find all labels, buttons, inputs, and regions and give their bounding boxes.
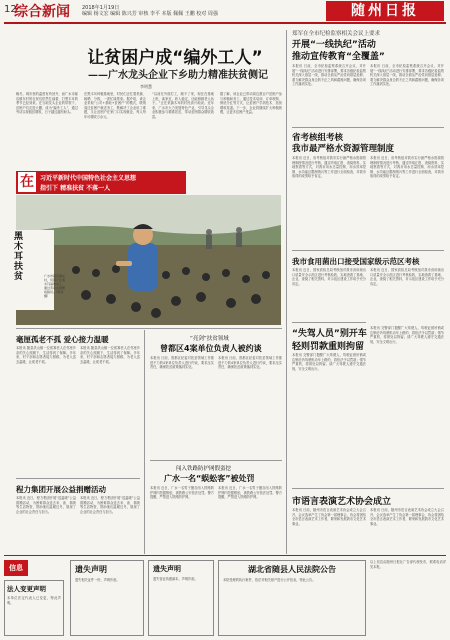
- middle-story1-body-b: 本报讯 随县洪山镇一位孤寡老人在邻里乡亲的关心照顾下，生活得到了保障。多年来，村干部和志愿者接力照顾，为老人送去温暖，让孤老不孤。: [80, 346, 140, 364]
- middle-story4-kicker: 闯入铁路防护网假蛮挖: [176, 466, 232, 472]
- divider: [292, 488, 444, 489]
- middle-story2-body-a: 本报讯 近日，程力集团开展“送温暖”公益捐赠活动，为困难群众送去米、油、棉被等生活物资，帮助他们温暖过冬，展现了企业的社会责任与担当。: [16, 496, 76, 514]
- middle-story3-kicker: “亮剑”扶贫领域: [190, 336, 229, 342]
- middle-story2-title: 程力集团开展公益捐赠活动: [16, 485, 106, 494]
- divider: [292, 127, 444, 128]
- notice3-box: [148, 560, 214, 636]
- lead-body-col3: “以前在外面打工，顾不了家，现在在基地上班，离家近，收入稳定，还能照顾老人孩子。”正在采摘木耳的村民高兴地说。近年来，广水市大力发展特色产业，引导龙头企业积极参与精准扶贫，带动贫困群众增收致富。: [152, 92, 214, 119]
- court-notice-box: [218, 560, 366, 636]
- divider: [292, 322, 366, 323]
- story3-body-a: 本报讯 近日，国家质检总局考核组对我市食用菌出口质量安全示范区进行考核验收，实地查看了基地、企业，查阅了相关资料，对示范区建设工作给予充分肯定。: [292, 268, 366, 286]
- ads-right-text: 以上信息由随州日报社广告部代理发布，联系电话详见本报。: [370, 560, 446, 569]
- story5-body-b: 本报讯 日前，随州市语言表演艺术协会成立大会召开，会议选举产生了协会第一届理事会，协会将团结全市语言表演艺术工作者，繁荣和发展我市文化艺术事业。: [370, 508, 444, 526]
- banner-line1: 习近平新时代中国特色社会主义思想: [40, 175, 137, 182]
- story1-body-b: 本报讯 日前，全市纪检监察系统召开会议，对开展“一线执纪”活动进行安排部署，要求各级纪检监察机关深入基层一线，推动全面从严治党向基层延伸，着力解决群众身边的不正之风和腐败问题，确保各项工作落到实处。: [370, 64, 444, 87]
- lead-photo: [16, 195, 281, 325]
- story1-body-a: 本报讯 日前，全市纪检监察系统召开会议，对开展“一线执纪”活动进行安排部署，要求各级纪检监察机关深入基层一线，推动全面从严治党向基层延伸，着力解决群众身边的不正之风和腐败问题，确保各项工作落到实处。: [292, 64, 366, 87]
- divider: [150, 460, 282, 461]
- banner-line2: 指引下 精准扶贫 不落一人: [40, 185, 111, 192]
- lead-body-col1: 晚冬，城市里的温度有所回升，而广水市郝店镇东村的农民们依然忙碌着，打黑木耳的季节已经到来。在当地龙头企业的带领下，贫困户们走进大棚，成为“编外工人”，通过劳动实现脱贫增收，日子越过越有盼头。: [16, 92, 78, 115]
- middle-story3-body-b: 本报讯 日前，曾都区纪委对扶贫领域工作推进不力的4家单位负责人进行约谈，要求压实责任，确保扶贫政策落到实处。: [218, 356, 282, 370]
- ads-top-rule: [4, 555, 446, 556]
- masthead-meta: [82, 5, 242, 17]
- notice1-title: 法人变更声明: [7, 585, 46, 593]
- middle-story4-body-a: 本报讯 近日，广水一名男子擅自闯入铁路防护网内挖掘蜈蚣，被铁路公安依法处罚。警方提醒，严禁进入铁路防护网。: [150, 486, 214, 500]
- column-divider: [286, 30, 287, 554]
- page-number: 12: [4, 4, 17, 15]
- photo-caption-text: 广水市郝店镇东村，贫困户在黑木耳基地务工，通过劳动实现增收脱贫。（陈涛 摄）: [44, 274, 66, 298]
- story1-subtitle: 推动宣传教育“全覆盖”: [292, 52, 385, 62]
- story3-title: 我市食用菌出口接受国家级示范区考核: [292, 257, 420, 266]
- story4-subtitle: 轻则罚款重则拘留: [292, 342, 365, 352]
- farm-photo-illustration: [16, 195, 281, 325]
- story5-body-a: 本报讯 日前，随州市语言表演艺术协会成立大会召开，会议选举产生了协会第一届理事会，协会将团结全市语言表演艺术工作者，繁荣和发展我市文化艺术事业。: [292, 508, 366, 526]
- notice2-text: 遗失相关证件一份，声明作废。: [75, 578, 120, 582]
- story2-subtitle: 我市最严格水资源管理制度: [292, 144, 395, 154]
- header-rule: [4, 22, 446, 24]
- divider: [16, 478, 140, 479]
- lead-subtitle: ——广水龙头企业下乡助力精准扶贫侧记: [88, 70, 268, 81]
- story3-body-b: 本报讯 近日，国家质检总局考核组对我市食用菌出口质量安全示范区进行考核验收，实地查看了基地、企业，查阅了相关资料，对示范区建设工作给予充分肯定。: [370, 268, 444, 286]
- divider: [16, 328, 282, 329]
- lead-body-col2: 在黑木耳种植基地里，村民们正忙着采摘、晾晒、分拣，一派忙碌景象。据介绍，该企业采取“公司+基地+贫困户”的模式，吸纳周边贫困户就近务工，既解决了企业用工难题，又让贫困户在家门口实现就业，每人每年可增收万余元。: [84, 92, 146, 119]
- info-label: 信息: [9, 564, 23, 572]
- middle-story4-title: 广水一名“蜈蚣客”被处罚: [164, 474, 255, 483]
- notice2-box: [70, 560, 144, 636]
- court-notice-text: 本院受理的执行案件，依法对相关财产进行公开拍卖，特此公告。: [223, 578, 316, 582]
- divider: [292, 250, 444, 251]
- story2-body-a: 本报讯 近日，省考核组对我市实行最严格水资源管理制度情况进行考核，通过听取汇报、查阅资料、实地察看等方式，对我市用水总量控制、用水效率控制、水功能区限制纳污等工作进行全面检查，对我市取得的成绩给予肯定。: [292, 156, 366, 179]
- lead-headline: 让贫困户成“编外工人”: [87, 48, 263, 68]
- newspaper-logo: 随州日报: [326, 1, 444, 21]
- middle-story3-body-a: 本报讯 日前，曾都区纪委对扶贫领域工作推进不力的4家单位负责人进行约谈，要求压实责任，确保扶贫政策落到实处。: [150, 356, 214, 370]
- notice1-box: [4, 580, 64, 636]
- lead-byline: 李明慧: [140, 84, 152, 89]
- editor-line: 编辑 杨文宏 编辑 陈兴芳 审核 李平 本版 佩佩 王鹏 校对 周强: [82, 11, 218, 17]
- banner-emblem: 在: [20, 174, 34, 190]
- campaign-banner: [16, 171, 186, 194]
- date-line: 2018年1月19日: [82, 5, 120, 11]
- photo-caption-title: 黑木耳扶贫: [14, 232, 24, 282]
- court-notice-title: 湖北省随县人民法院公告: [248, 565, 336, 574]
- column-divider: [144, 330, 145, 554]
- notice3-text: 遗失营业执照副本，声明作废。: [153, 577, 198, 581]
- middle-story1-body-a: 本报讯 随县洪山镇一位孤寡老人在邻里乡亲的关心照顾下，生活得到了保障。多年来，村干部和志愿者接力照顾，为老人送去温暖，让孤老不孤。: [16, 346, 76, 364]
- story4-body-a: 本报讯 交警部门提醒广大驾驶人，驾驶证被吊销或注销后仍驾驶机动车上路的，将依法予以罚款；情节严重的，将被处以拘留。请广大驾驶人遵守交通法规，安全文明出行。: [292, 353, 366, 371]
- middle-story4-body-b: 本报讯 近日，广水一名男子擅自闯入铁路防护网内挖掘蜈蚣，被铁路公安依法处罚。警方提醒，严禁进入铁路防护网。: [218, 486, 282, 500]
- notice3-title: 遗失声明: [153, 565, 181, 573]
- info-badge: [4, 560, 28, 576]
- lead-body-col4: 据了解，该企业已带动周边数百户贫困户参与种植和务工，通过技术培训、订单收购、保底分红等方式，让贫困户学到技术、拓宽增收渠道。下一步，企业将继续扩大种植规模，让更多贫困户受益。: [220, 92, 282, 115]
- notice1-text: 本单位法定代表人已变更，特此声明。: [7, 596, 61, 605]
- middle-story1-title: 毫厘孤老不孤 爱心接力温暖: [16, 335, 109, 344]
- story1-title: 开展“一线执纪”活动: [292, 40, 376, 50]
- section-title: 综合新闻: [14, 4, 70, 20]
- story2-body-b: 本报讯 近日，省考核组对我市实行最严格水资源管理制度情况进行考核，通过听取汇报、查阅资料、实地察看等方式，对我市用水总量控制、用水效率控制、水功能区限制纳污等工作进行全面检查，对我市取得的成绩给予肯定。: [370, 156, 444, 179]
- right-kicker: 郑军在全市纪检监察相关会议上要求: [292, 31, 381, 37]
- story4-body-b: 本报讯 交警部门提醒广大驾驶人，驾驶证被吊销或注销后仍驾驶机动车上路的，将依法予以罚款；情节严重的，将被处以拘留。请广大驾驶人遵守交通法规，安全文明出行。: [370, 326, 444, 344]
- story2-title: 省考核组考核: [292, 133, 344, 143]
- middle-story3-title: 曾都区4案单位负责人被约谈: [160, 344, 262, 353]
- story4-title: “失驾人员”别开车: [292, 329, 367, 339]
- story5-title: 市语言表演艺术协会成立: [292, 497, 392, 507]
- middle-story2-body-b: 本报讯 近日，程力集团开展“送温暖”公益捐赠活动，为困难群众送去米、油、棉被等生活物资，帮助他们温暖过冬，展现了企业的社会责任与担当。: [80, 496, 140, 514]
- notice2-title: 遗失声明: [75, 565, 107, 574]
